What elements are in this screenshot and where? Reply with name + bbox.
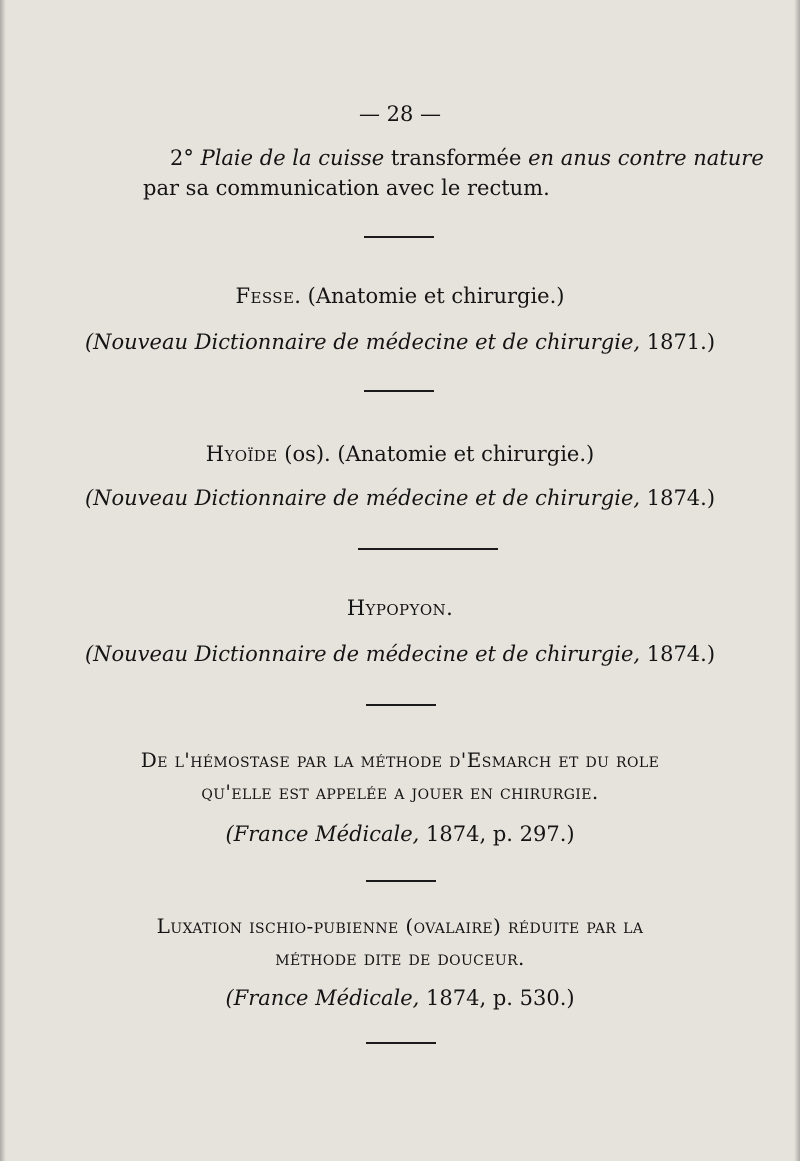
- page-number: — 28 —: [358, 102, 442, 126]
- entry-fesse-ref-tail: 1871.): [640, 330, 716, 354]
- entry-plaie-text-1: transformée: [390, 146, 522, 170]
- entry-fesse-title-rest: . (Anatomie et chirurgie.): [294, 284, 565, 308]
- entry-luxation-reference: [0, 984, 800, 1012]
- entry-fesse-title-sc: Fesse: [235, 284, 295, 308]
- entry-hypopyon-reference: [0, 640, 800, 668]
- entry-fesse-reference: [0, 328, 800, 356]
- entry-plaie-line-2: par sa communication avec le rectum.: [143, 176, 550, 200]
- entry-plaie-num: 2°: [170, 146, 194, 170]
- entry-luxation-line-2: méthode dite de douceur.: [275, 946, 525, 970]
- entry-hypopyon-title: [0, 594, 800, 622]
- entry-hemostase-reference: [0, 820, 800, 848]
- entry-hypopyon-ref-tail: 1874.): [640, 642, 716, 666]
- section-divider: [358, 548, 498, 550]
- entry-hemostase-ref-tail: 1874, p. 297.): [419, 822, 575, 846]
- section-divider: [364, 236, 434, 238]
- section-divider: [366, 880, 436, 882]
- entry-luxation-line-1: Luxation ischio-pubienne (ovalaire) réduite par la: [156, 914, 644, 938]
- entry-hyoide-ref-italic: (Nouveau Dictionnaire de médecine et de chirurgie,: [84, 486, 641, 510]
- entry-fesse-ref-italic: (Nouveau Dictionnaire de médecine et de chirurgie,: [84, 330, 641, 354]
- entry-hyoide-title: [0, 440, 800, 468]
- entry-hyoide-title-sc: Hyoïde: [205, 442, 278, 466]
- entry-hemostase-line-1: De l'hémostase par la méthode d'Esmarch et du role: [140, 748, 660, 772]
- section-divider: [364, 390, 434, 392]
- entry-luxation-ref-tail: 1874, p. 530.): [419, 986, 575, 1010]
- entry-hypopyon-title-sc: Hypopyon.: [346, 596, 454, 620]
- entry-hyoide-ref-tail: 1874.): [640, 486, 716, 510]
- entry-hypopyon-ref-italic: (Nouveau Dictionnaire de médecine et de chirurgie,: [84, 642, 641, 666]
- entry-hemostase-ref-italic: (France Médicale,: [225, 822, 420, 846]
- entry-plaie-italic-2: en anus contre nature: [528, 146, 764, 170]
- entry-hemostase-line-2: qu'elle est appelée a jouer en chirurgie.: [201, 780, 599, 804]
- entry-plaie-line-1: [170, 144, 764, 172]
- entry-hyoide-reference: [0, 484, 800, 512]
- section-divider: [366, 1042, 436, 1044]
- section-divider: [366, 704, 436, 706]
- entry-luxation-ref-italic: (France Médicale,: [225, 986, 420, 1010]
- entry-hyoide-title-rest: (os). (Anatomie et chirurgie.): [277, 442, 595, 466]
- entry-plaie-italic-1: Plaie de la cuisse: [200, 146, 385, 170]
- entry-fesse-title: [0, 282, 800, 310]
